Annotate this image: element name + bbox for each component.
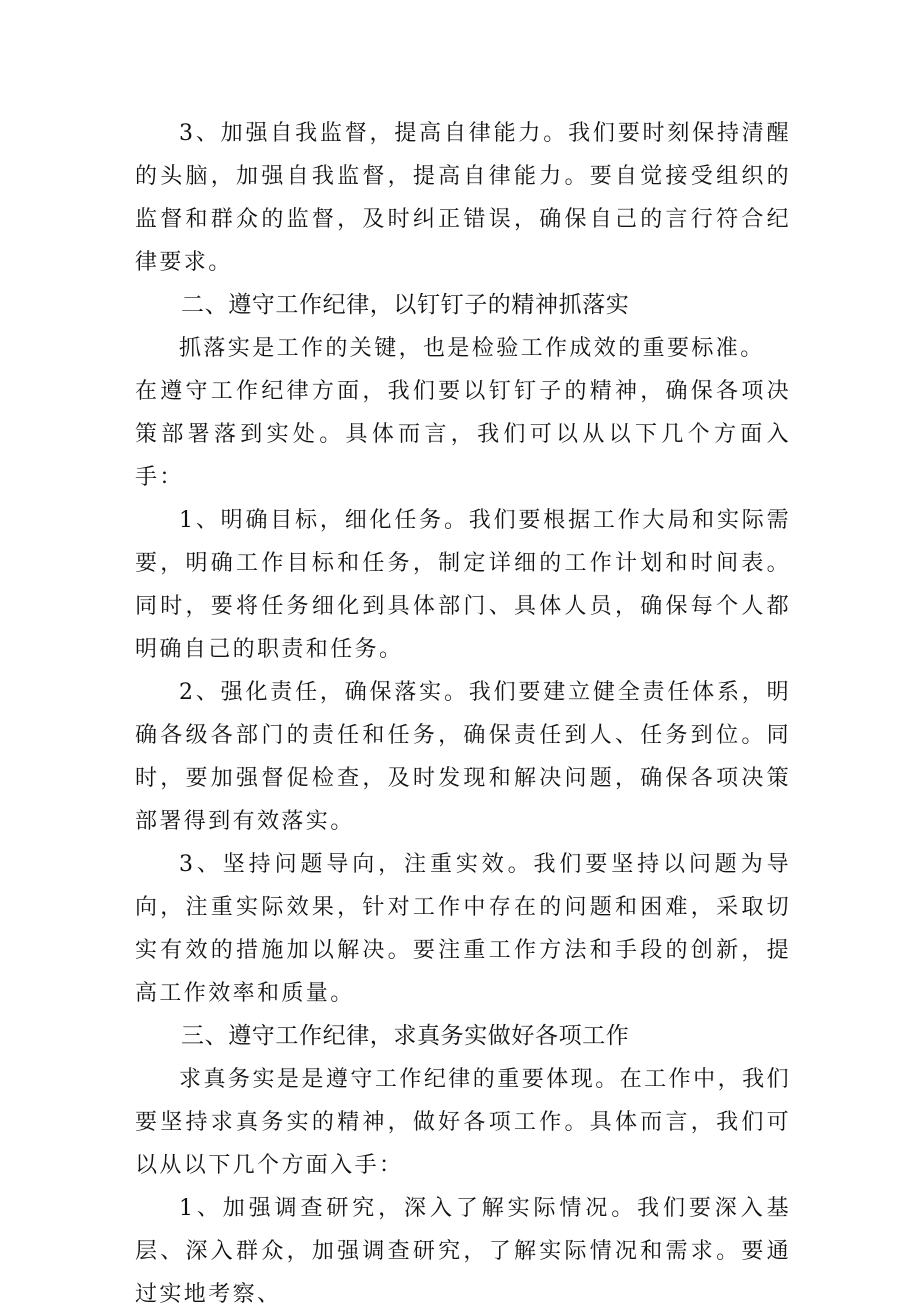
paragraph-clear-goals: 1、明确目标，细化任务。我们要根据工作大局和实际需要，明确工作目标和任务，制定详细的工作计划和时间表。同时，要将任务细化到具体部门、具体人员，确保每个人都明确自己的职责和任务。 xyxy=(135,508,791,662)
document-body xyxy=(135,112,791,1316)
paragraph-implementation-key: 抓落实是工作的关键，也是检验工作成效的重要标准。 xyxy=(179,336,765,361)
paragraph-self-supervision: 3、加强自我监督，提高自律能力。我们要时刻保持清醒的头脑，加强自我监督，提高自律能力。要自觉接受组织的监督和群众的监督，及时纠正错误，确保自己的言行符合纪律要求。 xyxy=(135,121,791,275)
paragraph-implementation-aspects: 在遵守工作纪律方面，我们要以钉钉子的精神，确保各项决策部署落到实处。具体而言，我们可以从以下几个方面入手： xyxy=(135,379,791,490)
paragraph-problem-oriented: 3、坚持问题导向，注重实效。我们要坚持以问题为导向，注重实际效果，针对工作中存在的问题和困难，采取切实有效的措施加以解决。要注重工作方法和手段的创新，提高工作效率和质量。 xyxy=(135,852,791,1006)
section-heading-two: 二、遵守工作纪律，以钉钉子的精神抓落实 xyxy=(181,292,630,318)
paragraph-seek-truth: 求真务实是是遵守工作纪律的重要体现。在工作中，我们要坚持求真务实的精神，做好各项工作。具体而言，我们可以从以下几个方面入手： xyxy=(135,1067,791,1178)
paragraph-investigation: 1、加强调查研究，深入了解实际情况。我们要深入基层、深入群众，加强调查研究，了解实际情况和需求。要通过实地考察、 xyxy=(135,1196,791,1307)
section-heading-three: 三、遵守工作纪律，求真务实做好各项工作 xyxy=(181,1023,630,1049)
paragraph-strengthen-responsibility: 2、强化责任，确保落实。我们要建立健全责任体系，明确各级各部门的责任和任务，确保责任到人、任务到位。同时，要加强督促检查，及时发现和解决问题，确保各项决策部署得到有效落实。 xyxy=(135,680,791,834)
